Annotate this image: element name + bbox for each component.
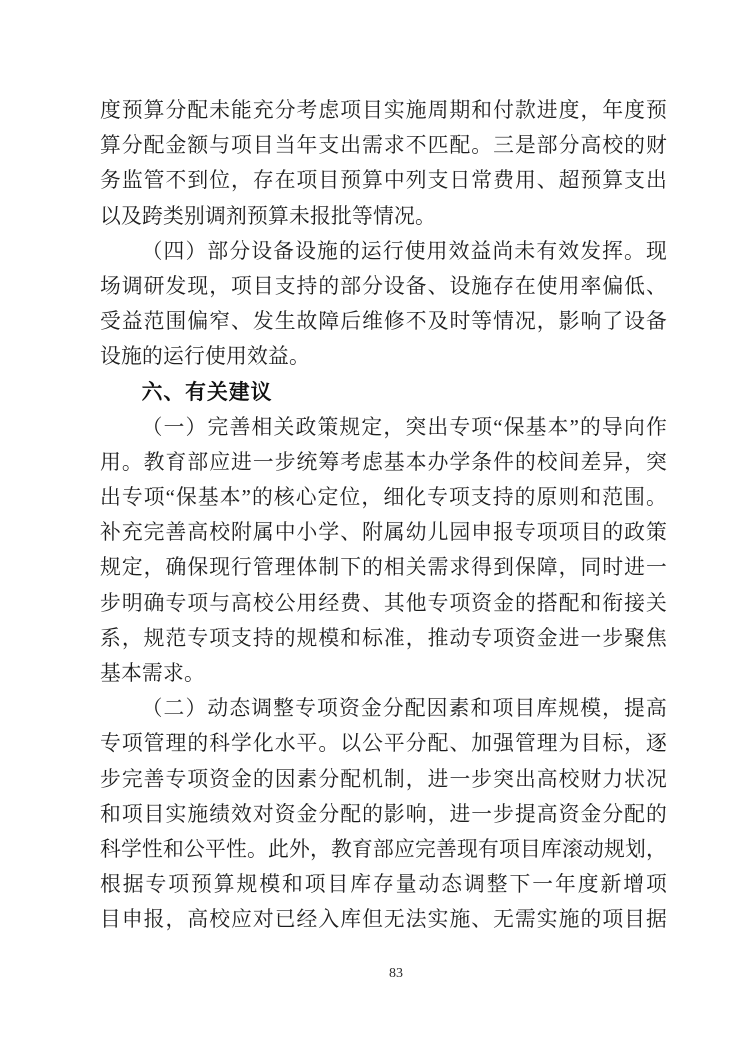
text-line: 以及跨类别调剂预算未报批等情况。 <box>100 204 436 228</box>
text-line: 科学性和公平性。此外，教育部应完善现有项目库滚动规划， <box>100 837 667 861</box>
text-line: 目申报，高校应对已经入库但无法实施、无需实施的项目据 <box>100 908 667 932</box>
text-line: 步明确专项与高校公用经费、其他专项资金的搭配和衔接关 <box>100 591 667 615</box>
text-line: 受益范围偏窄、发生故障后维修不及时等情况，影响了设备 <box>100 310 667 334</box>
section-heading: 六、有关建议 <box>141 380 273 404</box>
document-text-block <box>100 93 667 938</box>
text-line: 设施的运行使用效益。 <box>100 345 310 369</box>
text-line: （一）完善相关政策规定，突出专项“保基本”的导向作 <box>141 415 667 439</box>
text-line: 专项管理的科学化水平。以公平分配、加强管理为目标，逐 <box>100 732 667 756</box>
text-line: 度预算分配未能充分考虑项目实施周期和付款进度，年度预 <box>100 99 667 122</box>
text-line: 出专项“保基本”的核心定位，细化专项支持的原则和范围。 <box>100 486 667 510</box>
text-line: 根据专项预算规模和项目库存量动态调整下一年度新增项 <box>100 873 667 897</box>
text-line: （二）动态调整专项资金分配因素和项目库规模，提高 <box>141 697 667 721</box>
text-line: 基本需求。 <box>100 662 205 685</box>
text-line: 场调研发现，项目支持的部分设备、设施存在使用率偏低、 <box>100 274 667 298</box>
text-line: 和项目实施绩效对资金分配的影响，进一步提高资金分配的 <box>100 802 667 826</box>
text-line: 规定，确保现行管理体制下的相关需求得到保障，同时进一 <box>100 556 667 580</box>
text-line: 算分配金额与项目当年支出需求不匹配。三是部分高校的财 <box>100 134 667 158</box>
text-line: （四）部分设备设施的运行使用效益尚未有效发挥。现 <box>141 239 667 263</box>
text-line: 用。教育部应进一步统筹考虑基本办学条件的校间差异，突 <box>100 450 667 474</box>
page-number: 83 <box>389 966 403 981</box>
text-line: 补充完善高校附属中小学、附属幼儿园申报专项项目的政策 <box>100 521 667 545</box>
text-line: 务监管不到位，存在项目预算中列支日常费用、超预算支出 <box>100 169 667 193</box>
text-line: 步完善专项资金的因素分配机制，进一步突出高校财力状况 <box>100 767 667 791</box>
text-line: 系，规范专项支持的规模和标准，推动专项资金进一步聚焦 <box>100 626 667 650</box>
